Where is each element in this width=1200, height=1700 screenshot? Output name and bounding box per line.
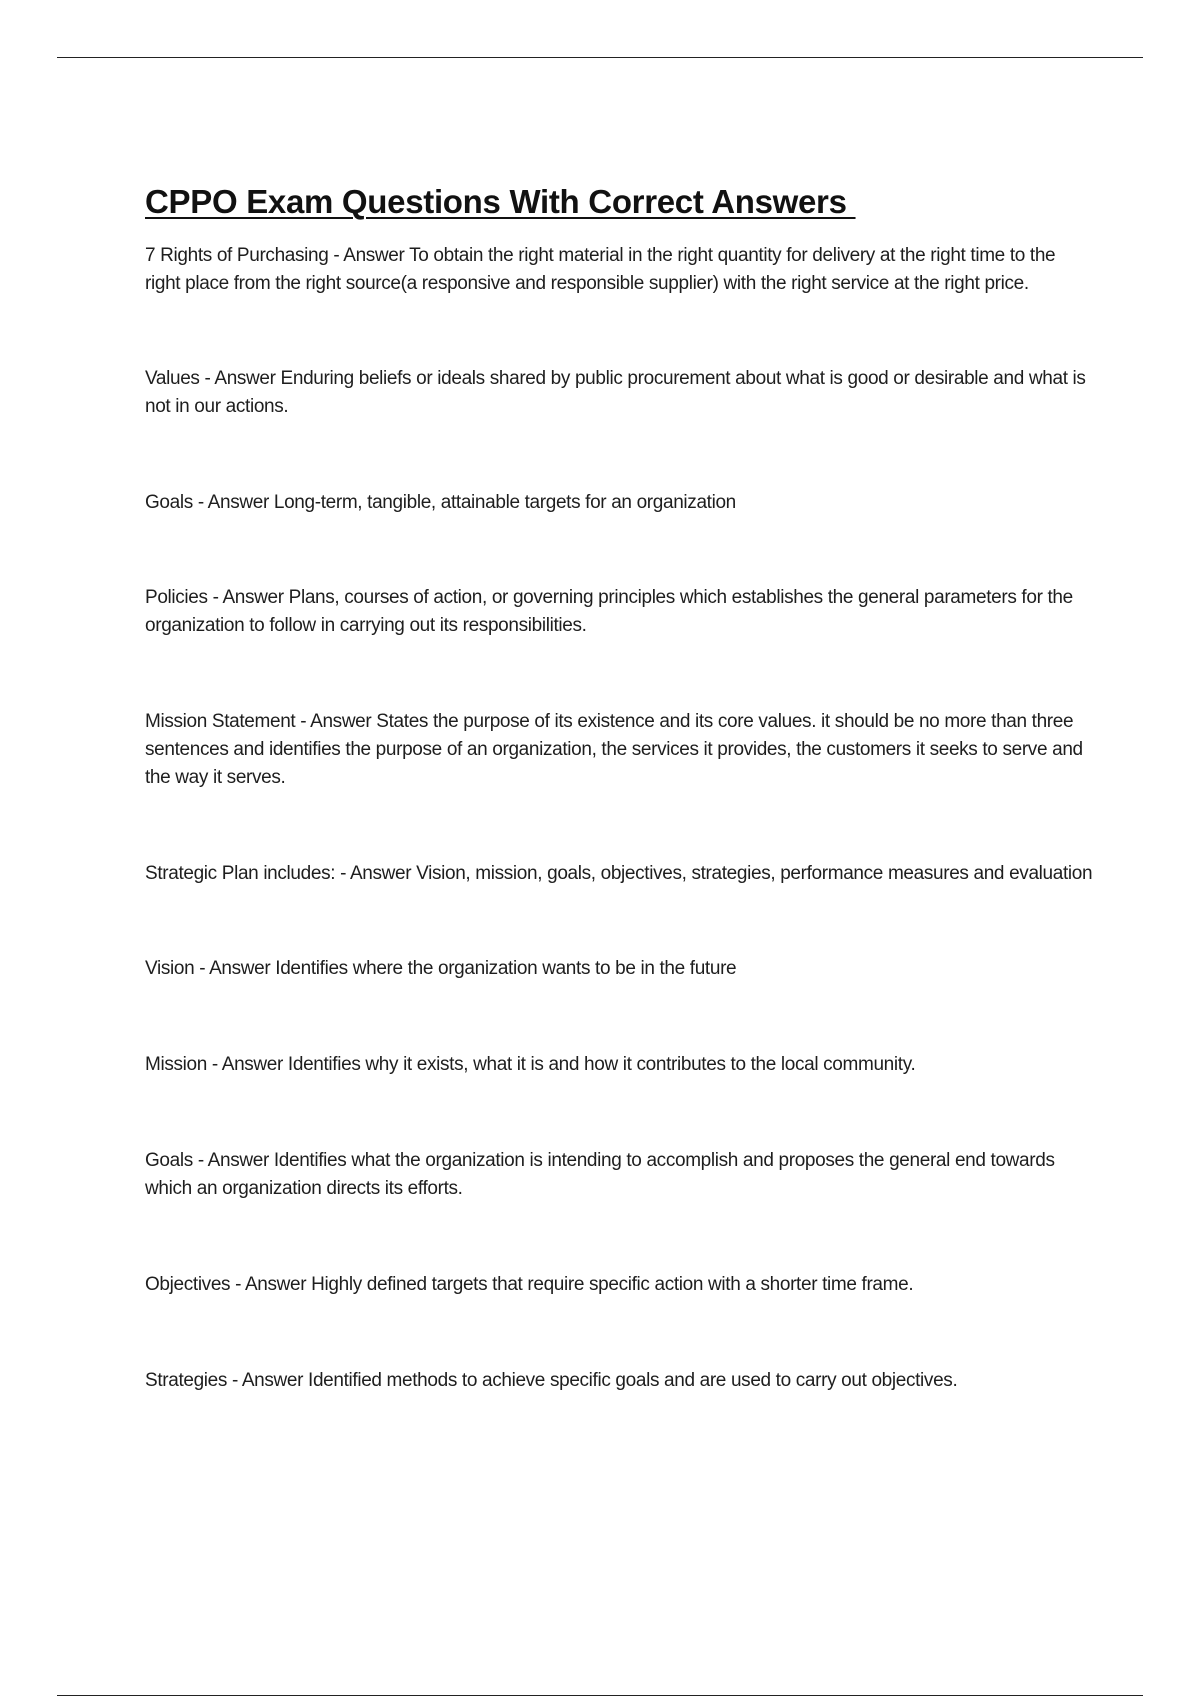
- qa-entry-strategies: Strategies - Answer Identified methods to achieve specific goals and are used to carry out objectives.: [145, 1370, 958, 1391]
- qa-entry-strategic-plan: Strategic Plan includes: - Answer Vision, mission, goals, objectives, strategies, performance measures and evaluation: [145, 863, 1093, 884]
- qa-entry-goals-detail: Goals - Answer Identifies what the organization is intending to accomplish and proposes the general end towards which an organization directs its efforts.: [145, 1150, 1055, 1199]
- qa-entry-objectives: Objectives - Answer Highly defined targets that require specific action with a shorter time frame.: [145, 1274, 914, 1295]
- qa-entry-rights-of-purchasing: 7 Rights of Purchasing - Answer To obtain the right material in the right quantity for delivery at the right time to the right place from the right source(a responsive and responsible supplier) with the right service at the right price.: [145, 245, 1056, 294]
- page-bottom-rule: [57, 1695, 1143, 1696]
- document-title: CPPO Exam Questions With Correct Answers: [145, 183, 856, 220]
- qa-entry-mission-statement: Mission Statement - Answer States the purpose of its existence and its core values. it should be no more than three sentences and identifies the purpose of an organization, the services it provides, the customers it seeks to serve and the way it serves.: [145, 711, 1083, 788]
- qa-entry-mission: Mission - Answer Identifies why it exists, what it is and how it contributes to the local community.: [145, 1054, 916, 1075]
- qa-entry-values: Values - Answer Enduring beliefs or ideals shared by public procurement about what is good or desirable and what is not in our actions.: [145, 368, 1086, 417]
- qa-entry-policies: Policies - Answer Plans, courses of action, or governing principles which establishes the general parameters for the organization to follow in carrying out its responsibilities.: [145, 587, 1073, 636]
- qa-entry-vision: Vision - Answer Identifies where the organization wants to be in the future: [145, 958, 737, 979]
- qa-list: [145, 242, 1095, 1395]
- page-top-rule: [57, 57, 1143, 58]
- document-body: [145, 180, 1095, 1395]
- qa-entry-goals: Goals - Answer Long-term, tangible, attainable targets for an organization: [145, 492, 736, 513]
